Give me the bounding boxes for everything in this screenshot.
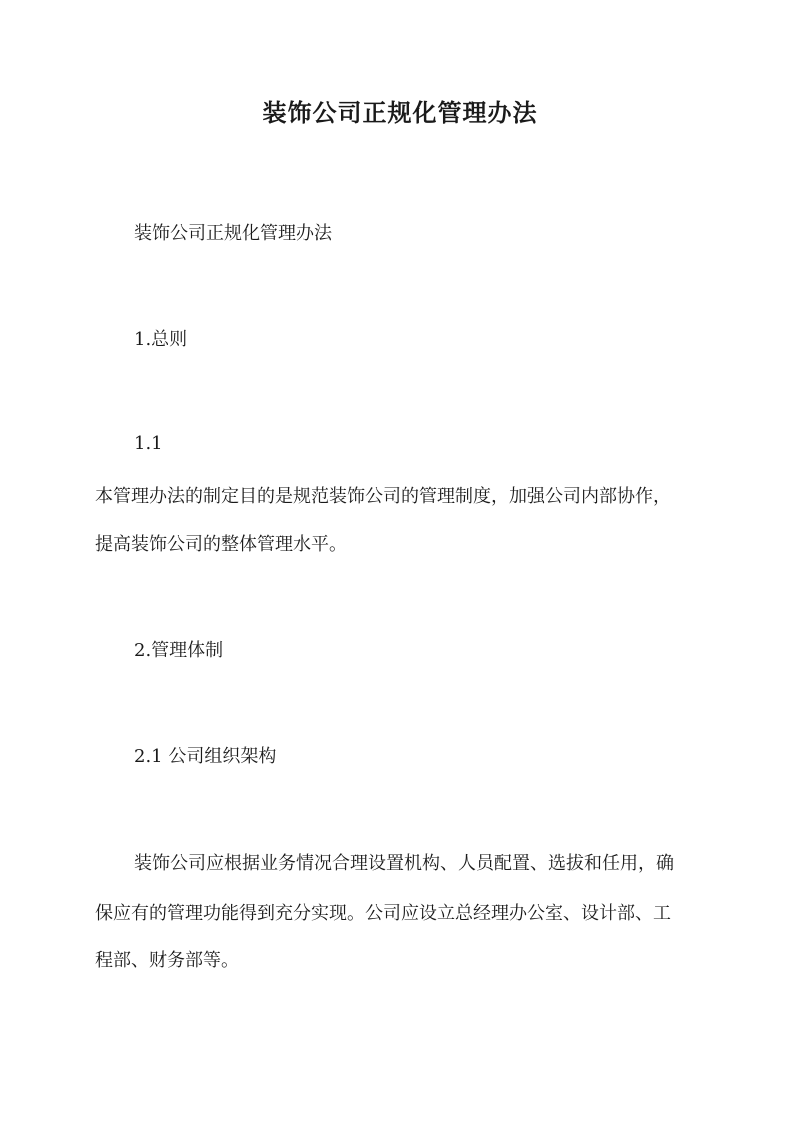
section-2-1-text-line-3: 程部、财务部等。 xyxy=(95,950,239,971)
section-1-1-text-line-2: 提高装饰公司的整体管理水平。 xyxy=(95,534,347,555)
section-1-heading: 1.总则 xyxy=(134,329,188,350)
section-2-1-text-line-1: 装饰公司应根据业务情况合理设置机构、人员配置、选拔和任用，确 xyxy=(134,853,674,874)
section-1-1-text-line-1: 本管理办法的制定目的是规范装饰公司的管理制度，加强公司内部协作， xyxy=(95,486,671,507)
document-subtitle: 装饰公司正规化管理办法 xyxy=(134,223,332,244)
section-2-heading: 2.管理体制 xyxy=(134,640,224,661)
section-2-1-text-line-2: 保应有的管理功能得到充分实现。公司应设立总经理办公室、设计部、工 xyxy=(95,903,671,924)
section-2-1-heading: 2.1 公司组织架构 xyxy=(134,746,277,767)
document-title: 装饰公司正规化管理办法 xyxy=(262,98,538,127)
section-1-1-number: 1.1 xyxy=(134,433,163,454)
